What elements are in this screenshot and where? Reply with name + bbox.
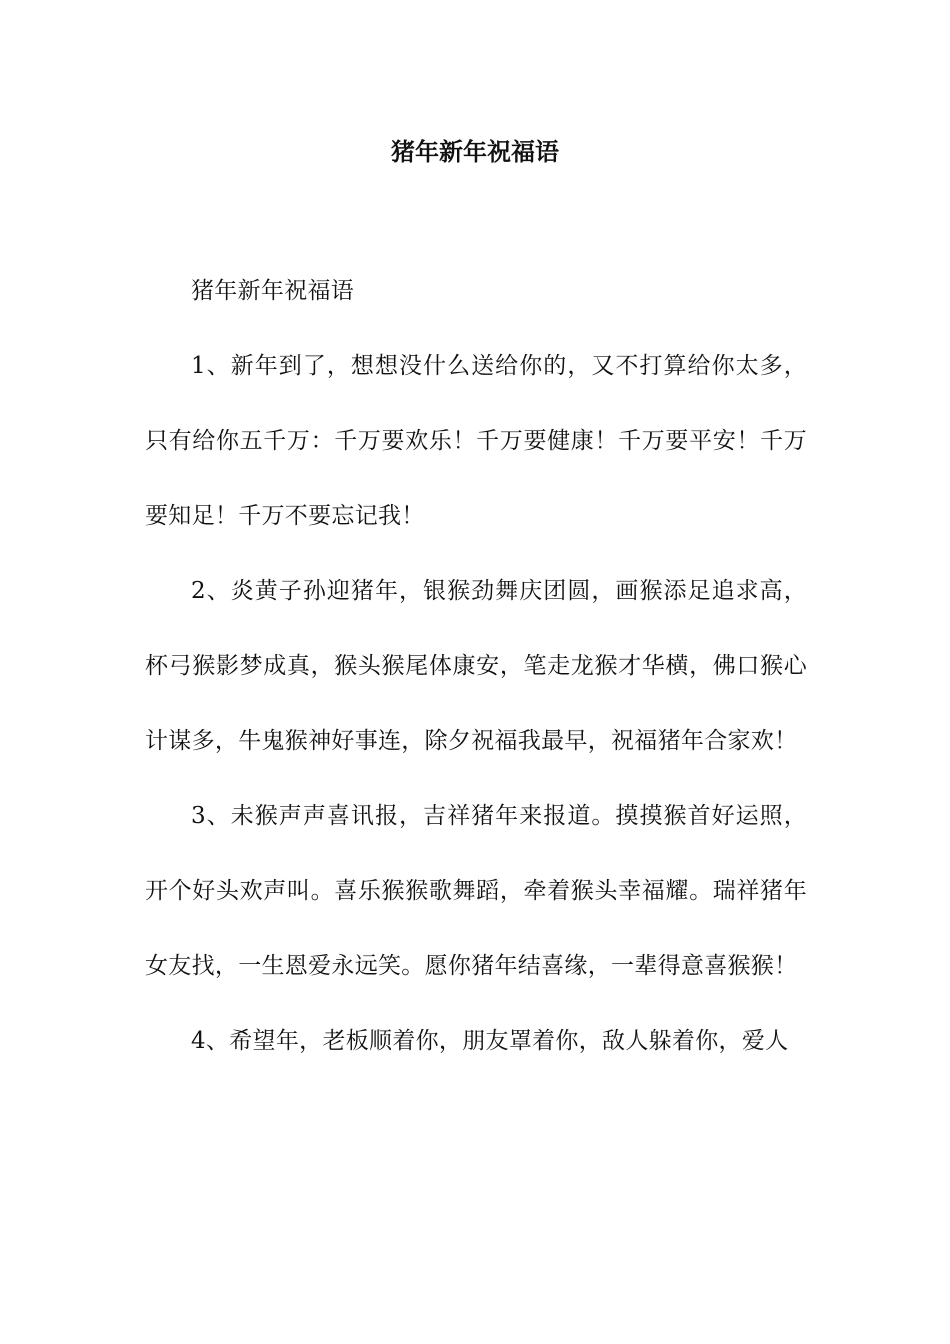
paragraph-greeting-4: 4、希望年，老板顺着你，朋友罩着你，敌人躲着你，爱人 — [191, 1028, 789, 1054]
paragraph-greeting-2: 2、炎黄子孙迎猪年，银猴劲舞庆团圆，画猴添足追求高，杯弓猴影梦成真，猴头猴尾体康安，笔走龙猴才华横，佛口猴心计谋多，牛鬼猴神好事连，除夕祝福我最早，祝福猪年合家欢！ — [145, 578, 807, 754]
document-body — [145, 254, 807, 1079]
paragraph-greeting-1: 1、新年到了，想想没什么送给你的，又不打算给你太多，只有给你五千万：千万要欢乐！千万要健康！千万要平安！千万要知足！千万不要忘记我！ — [145, 353, 807, 529]
paragraph-greeting-3: 3、未猴声声喜讯报，吉祥猪年来报道。摸摸猴首好运照，开个好头欢声叫。喜乐猴猴歌舞蹈，牵着猴头幸福耀。瑞祥猪年女友找，一生恩爱永远笑。愿你猪年结喜缘，一辈得意喜猴猴！ — [145, 803, 807, 979]
paragraph-subtitle: 猪年新年祝福语 — [191, 278, 355, 304]
document-title: 猪年新年祝福语 — [391, 138, 559, 166]
